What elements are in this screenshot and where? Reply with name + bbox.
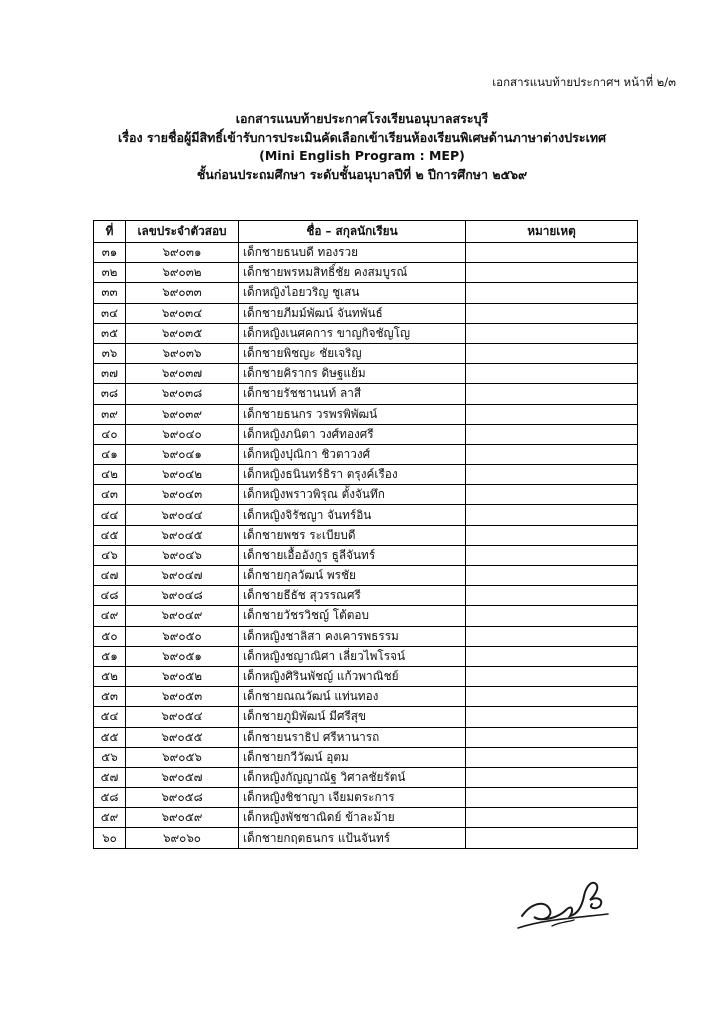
row-remark bbox=[466, 343, 638, 363]
row-remark bbox=[466, 586, 638, 606]
row-student-name: เด็กหญิงชญาณิศา เลี่ยวไพโรจน์ bbox=[239, 646, 466, 666]
row-remark bbox=[466, 808, 638, 828]
row-student-name: เด็กชายคิรากร ดิษฐแย้ม bbox=[239, 364, 466, 384]
row-number: ๔๒ bbox=[94, 465, 126, 485]
row-exam-id: ๖๙๐๔๘ bbox=[126, 586, 239, 606]
row-remark bbox=[466, 646, 638, 666]
row-number: ๓๓ bbox=[94, 283, 126, 303]
row-student-name: เด็กชายกฤตธนกร แป้นจันทร์ bbox=[239, 828, 466, 848]
row-exam-id: ๖๙๐๕๙ bbox=[126, 808, 239, 828]
row-exam-id: ๖๙๐๔๓ bbox=[126, 485, 239, 505]
row-number: ๕๔ bbox=[94, 707, 126, 727]
row-student-name: เด็กหญิงจิรัชญา จันทร์อิน bbox=[239, 505, 466, 525]
row-remark bbox=[466, 525, 638, 545]
row-remark bbox=[466, 545, 638, 565]
row-remark bbox=[466, 384, 638, 404]
table-row bbox=[94, 687, 638, 707]
row-remark bbox=[466, 727, 638, 747]
row-student-name: เด็กชายภูมิพัฒน์ มีศรีสุข bbox=[239, 707, 466, 727]
row-number: ๕๓ bbox=[94, 687, 126, 707]
table-row bbox=[94, 646, 638, 666]
row-remark bbox=[466, 404, 638, 424]
row-remark bbox=[466, 303, 638, 323]
table-row bbox=[94, 283, 638, 303]
row-remark bbox=[466, 505, 638, 525]
table-row bbox=[94, 545, 638, 565]
table-row bbox=[94, 788, 638, 808]
row-number: ๕๐ bbox=[94, 626, 126, 646]
row-student-name: เด็กหญิงไอยวริญ ชูเสน bbox=[239, 283, 466, 303]
row-student-name: เด็กชายรัชชานนท์ ลาสี bbox=[239, 384, 466, 404]
table-row bbox=[94, 626, 638, 646]
row-exam-id: ๖๙๐๔๒ bbox=[126, 465, 239, 485]
row-exam-id: ๖๙๐๓๒ bbox=[126, 263, 239, 283]
header-remarks: หมายเหตุ bbox=[466, 221, 638, 243]
row-exam-id: ๖๙๐๔๙ bbox=[126, 606, 239, 626]
row-student-name: เด็กหญิงกัญญาณัฐ วิศาลชัยรัตน์ bbox=[239, 767, 466, 787]
row-number: ๔๙ bbox=[94, 606, 126, 626]
title-line-program: (Mini English Program : MEP) bbox=[259, 148, 465, 163]
row-remark bbox=[466, 747, 638, 767]
row-number: ๕๗ bbox=[94, 767, 126, 787]
row-exam-id: ๖๙๐๓๘ bbox=[126, 384, 239, 404]
row-exam-id: ๖๙๐๕๑ bbox=[126, 646, 239, 666]
row-remark bbox=[466, 828, 638, 848]
row-exam-id: ๖๙๐๕๖ bbox=[126, 747, 239, 767]
row-number: ๔๖ bbox=[94, 545, 126, 565]
table-row bbox=[94, 263, 638, 283]
row-student-name: เด็กชายวัชรวิชญ์ โต้ตอบ bbox=[239, 606, 466, 626]
row-exam-id: ๖๙๐๔๔ bbox=[126, 505, 239, 525]
table-row bbox=[94, 586, 638, 606]
row-student-name: เด็กหญิงชาลิสา คงเคารพธรรม bbox=[239, 626, 466, 646]
row-number: ๓๔ bbox=[94, 303, 126, 323]
row-number: ๔๑ bbox=[94, 444, 126, 464]
table-row bbox=[94, 727, 638, 747]
row-exam-id: ๖๙๐๕๘ bbox=[126, 788, 239, 808]
row-remark bbox=[466, 788, 638, 808]
row-student-name: เด็กหญิงปุณิกา ชิวตาวงศ์ bbox=[239, 444, 466, 464]
page-number-note: เอกสารแนบท้ายประกาศฯ หน้าที่ ๒/๓ bbox=[492, 75, 676, 89]
table-row bbox=[94, 505, 638, 525]
row-number: ๓๗ bbox=[94, 364, 126, 384]
row-remark bbox=[466, 323, 638, 343]
row-remark bbox=[466, 243, 638, 263]
title-line-school: เอกสารแนบท้ายประกาศโรงเรียนอนุบาลสระบุรี bbox=[235, 111, 489, 126]
row-student-name: เด็กหญิงธนินทร์ธิรา ตรุงค์เรือง bbox=[239, 465, 466, 485]
row-number: ๕๘ bbox=[94, 788, 126, 808]
row-number: ๕๙ bbox=[94, 808, 126, 828]
row-student-name: เด็กหญิงเนศคการ ขาญกิจชัญโญ bbox=[239, 323, 466, 343]
row-number: ๕๕ bbox=[94, 727, 126, 747]
row-exam-id: ๖๙๐๓๙ bbox=[126, 404, 239, 424]
table-row bbox=[94, 364, 638, 384]
table-row bbox=[94, 707, 638, 727]
row-remark bbox=[466, 566, 638, 586]
row-student-name: เด็กชายภีมม์พัฒน์ จันทพันธ์ bbox=[239, 303, 466, 323]
table-row bbox=[94, 424, 638, 444]
row-remark bbox=[466, 485, 638, 505]
row-remark bbox=[466, 707, 638, 727]
document-title-block bbox=[0, 110, 724, 184]
table-row bbox=[94, 243, 638, 263]
row-number: ๓๒ bbox=[94, 263, 126, 283]
row-exam-id: ๖๙๐๔๖ bbox=[126, 545, 239, 565]
row-remark bbox=[466, 263, 638, 283]
row-number: ๔๓ bbox=[94, 485, 126, 505]
row-student-name: เด็กชายนราธิป ศรีหานารถ bbox=[239, 727, 466, 747]
table-row bbox=[94, 606, 638, 626]
row-number: ๔๗ bbox=[94, 566, 126, 586]
table-row bbox=[94, 808, 638, 828]
table-header-row bbox=[94, 221, 638, 243]
table-row bbox=[94, 485, 638, 505]
row-remark bbox=[466, 767, 638, 787]
row-number: ๓๘ bbox=[94, 384, 126, 404]
row-number: ๓๙ bbox=[94, 404, 126, 424]
row-exam-id: ๖๙๐๕๓ bbox=[126, 687, 239, 707]
row-number: ๓๑ bbox=[94, 243, 126, 263]
row-exam-id: ๖๙๐๓๓ bbox=[126, 283, 239, 303]
row-remark bbox=[466, 606, 638, 626]
row-student-name: เด็กชายพรหมสิทธิ์ชัย คงสมบูรณ์ bbox=[239, 263, 466, 283]
handwritten-signature-icon bbox=[512, 870, 612, 936]
row-remark bbox=[466, 444, 638, 464]
row-student-name: เด็กหญิงชิชาญา เจียมตระการ bbox=[239, 788, 466, 808]
title-line-subject: เรื่อง รายชื่อผู้มีสิทธิ์เข้ารับการประเมินคัดเลือกเข้าเรียนห้องเรียนพิเศษด้านภาษาต่างประเทศ bbox=[117, 129, 607, 145]
row-remark bbox=[466, 283, 638, 303]
row-number: ๔๘ bbox=[94, 586, 126, 606]
row-student-name: เด็กชายกุลวัฒน์ พรชัย bbox=[239, 566, 466, 586]
row-remark bbox=[466, 364, 638, 384]
table-row bbox=[94, 323, 638, 343]
table-row bbox=[94, 525, 638, 545]
table-row bbox=[94, 303, 638, 323]
row-exam-id: ๖๙๐๔๐ bbox=[126, 424, 239, 444]
row-student-name: เด็กชายธีธัช สุวรรณศรี bbox=[239, 586, 466, 606]
table-row bbox=[94, 444, 638, 464]
row-exam-id: ๖๙๐๕๕ bbox=[126, 727, 239, 747]
row-remark bbox=[466, 687, 638, 707]
table-row bbox=[94, 465, 638, 485]
row-student-name: เด็กชายกวีวัฒน์ อุตม bbox=[239, 747, 466, 767]
row-student-name: เด็กหญิงภนิตา วงศ์ทองศรี bbox=[239, 424, 466, 444]
row-remark bbox=[466, 424, 638, 444]
row-exam-id: ๖๙๐๓๗ bbox=[126, 364, 239, 384]
header-student-name: ชื่อ – สกุลนักเรียน bbox=[239, 221, 466, 243]
row-exam-id: ๖๙๐๔๗ bbox=[126, 566, 239, 586]
row-exam-id: ๖๙๐๓๖ bbox=[126, 343, 239, 363]
row-exam-id: ๖๙๐๕๒ bbox=[126, 666, 239, 686]
row-number: ๔๔ bbox=[94, 505, 126, 525]
row-student-name: เด็กหญิงพราวพิรุณ ตั้งจันทึก bbox=[239, 485, 466, 505]
row-number: ๓๕ bbox=[94, 323, 126, 343]
row-number: ๔๐ bbox=[94, 424, 126, 444]
table-row bbox=[94, 666, 638, 686]
table-row bbox=[94, 343, 638, 363]
row-number: ๔๕ bbox=[94, 525, 126, 545]
row-exam-id: ๖๙๐๕๔ bbox=[126, 707, 239, 727]
row-exam-id: ๖๙๐๔๕ bbox=[126, 525, 239, 545]
row-remark bbox=[466, 626, 638, 646]
header-exam-id: เลขประจำตัวสอบ bbox=[126, 221, 239, 243]
row-student-name: เด็กหญิงศิรินพัชญ์ แก้วพาณิชย์ bbox=[239, 666, 466, 686]
row-exam-id: ๖๙๐๓๔ bbox=[126, 303, 239, 323]
student-roster-table bbox=[93, 220, 638, 849]
row-remark bbox=[466, 465, 638, 485]
row-student-name: เด็กชายเอื้ออังกูร ธูลีจันทร์ bbox=[239, 545, 466, 565]
row-student-name: เด็กชายธนกร วรพรพิพัฒน์ bbox=[239, 404, 466, 424]
row-student-name: เด็กชายพชร ระเบียบดี bbox=[239, 525, 466, 545]
row-number: ๖๐ bbox=[94, 828, 126, 848]
row-student-name: เด็กชายธนบดี ทองรวย bbox=[239, 243, 466, 263]
row-exam-id: ๖๙๐๕๐ bbox=[126, 626, 239, 646]
title-line-level: ชั้นก่อนประถมศึกษา ระดับชั้นอนุบาลปีที่ ๒ ปีการศึกษา ๒๕๖๙ bbox=[196, 166, 528, 182]
table-row bbox=[94, 566, 638, 586]
table-row bbox=[94, 747, 638, 767]
table-row bbox=[94, 404, 638, 424]
row-number: ๕๖ bbox=[94, 747, 126, 767]
table-row bbox=[94, 384, 638, 404]
roster-body bbox=[94, 243, 638, 849]
row-exam-id: ๖๙๐๓๑ bbox=[126, 243, 239, 263]
row-remark bbox=[466, 666, 638, 686]
row-exam-id: ๖๙๐๕๗ bbox=[126, 767, 239, 787]
row-student-name: เด็กชายณณวัฒน์ แท่นทอง bbox=[239, 687, 466, 707]
row-number: ๕๒ bbox=[94, 666, 126, 686]
table-row bbox=[94, 828, 638, 848]
row-number: ๕๑ bbox=[94, 646, 126, 666]
row-student-name: เด็กหญิงพัชชาณิดย์ ข้าละม้าย bbox=[239, 808, 466, 828]
row-student-name: เด็กชายพิชญะ ชัยเจริญ bbox=[239, 343, 466, 363]
row-number: ๓๖ bbox=[94, 343, 126, 363]
table-row bbox=[94, 767, 638, 787]
row-exam-id: ๖๙๐๓๕ bbox=[126, 323, 239, 343]
header-number: ที่ bbox=[94, 221, 126, 243]
row-exam-id: ๖๙๐๖๐ bbox=[126, 828, 239, 848]
row-exam-id: ๖๙๐๔๑ bbox=[126, 444, 239, 464]
